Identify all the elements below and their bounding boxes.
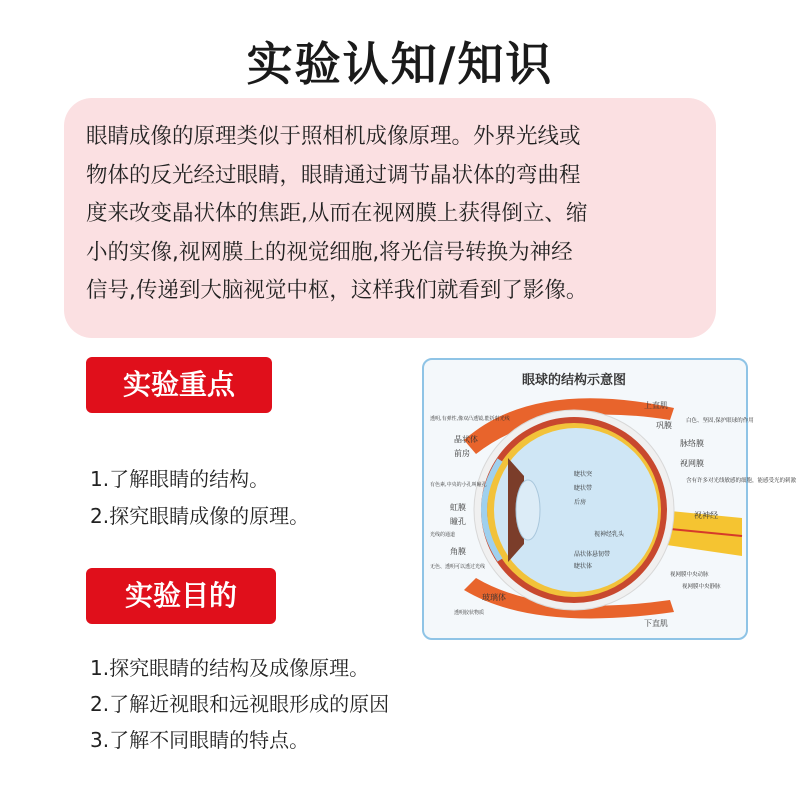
label: 透明胶状物质: [454, 610, 485, 616]
key-points-list: [90, 461, 309, 535]
intro-line: 物体的反光经过眼睛，眼睛通过调节晶状体的弯曲程: [86, 162, 581, 188]
label: 有色素,中央的小孔叫瞳孔: [430, 482, 487, 488]
lens-shape: [516, 480, 540, 540]
label: 巩膜: [656, 421, 672, 430]
label: 睫状体: [574, 563, 593, 570]
label: 脉络膜: [680, 439, 704, 448]
intro-line: 眼睛成像的原理类似于照相机成像原理。外界光线或: [86, 124, 581, 149]
label: 后房: [574, 499, 587, 506]
label: 透明,有弹性,像双凸透镜,能折射光线: [430, 416, 510, 422]
label: 前房: [454, 449, 470, 458]
label: 虹膜: [450, 503, 466, 512]
label: 瞳孔: [450, 517, 466, 526]
key-points-badge: 实验重点: [86, 357, 272, 413]
intro-line: 小的实像,视网膜上的视觉细胞,将光信号转换为神经: [86, 239, 573, 265]
intro-line: 信号,传递到大脑视觉中枢，这样我们就看到了影像。: [86, 278, 588, 303]
list-item: 3.了解不同眼睛的特点。: [90, 728, 310, 752]
label: 角膜: [450, 547, 466, 556]
label: 视网膜中央动脉: [670, 572, 709, 578]
list-item: 1.探究眼睛的结构及成像原理。: [90, 656, 370, 680]
label: 睫状带: [574, 485, 593, 492]
purpose-badge: 实验目的: [86, 568, 276, 624]
list-item: 2.探究眼睛成像的原理。: [90, 504, 310, 528]
eye-structure-diagram: [422, 358, 797, 640]
label: 无色、透明可以透过光线: [430, 564, 486, 570]
eye-diagram-svg: [424, 360, 797, 638]
label: 下直肌: [644, 619, 668, 628]
label: 视神经乳头: [594, 531, 625, 538]
label: 晶状体悬韧带: [574, 551, 611, 558]
label: 含有许多对光线敏感的细胞，能感受光的刺激: [686, 478, 797, 484]
label: 玻璃体: [482, 593, 506, 602]
intro-line: 度来改变晶状体的焦距,从而在视网膜上获得倒立、缩: [86, 201, 588, 226]
list-item: 1.了解眼睛的结构。: [90, 467, 270, 491]
diagram-title: 眼球的结构示意图: [521, 373, 627, 388]
label: 视网膜中央静脉: [682, 584, 721, 590]
purpose-list: [90, 650, 389, 758]
label: 睫状突: [574, 471, 593, 478]
label: 晶状体: [454, 435, 478, 444]
page-title: 实验认知/知识: [246, 37, 554, 91]
label: 光线的通道: [430, 532, 456, 538]
label: 白色、坚固,保护眼球的作用: [686, 418, 754, 424]
label: 上直肌: [644, 401, 668, 410]
intro-box: [64, 98, 716, 338]
label: 视网膜: [680, 459, 704, 468]
label: 视神经: [694, 511, 718, 520]
list-item: 2.了解近视眼和远视眼形成的原因: [90, 692, 390, 716]
